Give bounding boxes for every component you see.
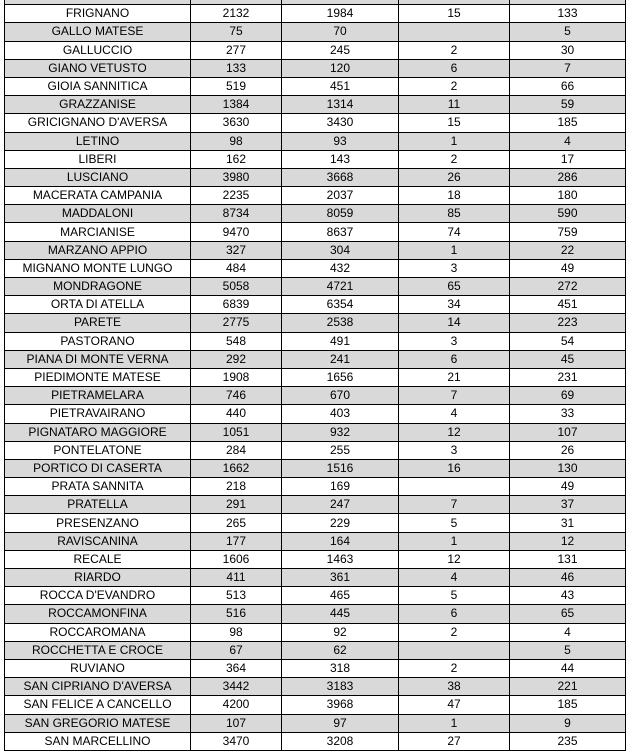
value-2-cell: 1984 <box>282 5 399 23</box>
municipality-cell: PIEDIMONTE MATESE <box>5 368 191 386</box>
value-3-cell: 3 <box>399 441 510 459</box>
value-1-cell: 746 <box>191 387 282 405</box>
table-row <box>5 368 626 386</box>
value-4-cell: 54 <box>510 332 626 350</box>
value-3-cell: 15 <box>399 5 510 23</box>
value-2-cell: 1314 <box>282 96 399 114</box>
table-row <box>5 514 626 532</box>
value-4-cell: 66 <box>510 77 626 95</box>
value-3-cell: 2 <box>399 41 510 59</box>
value-1-cell: 107 <box>191 714 282 732</box>
table-row <box>5 678 626 696</box>
municipality-cell: MIGNANO MONTE LUNGO <box>5 259 191 277</box>
value-3-cell: 7 <box>399 387 510 405</box>
value-3-cell: 21 <box>399 368 510 386</box>
value-1-cell: 5058 <box>191 278 282 296</box>
value-1-cell: 548 <box>191 332 282 350</box>
value-2-cell: 670 <box>282 387 399 405</box>
municipality-cell: SAN GREGORIO MATESE <box>5 714 191 732</box>
value-4-cell: 31 <box>510 514 626 532</box>
value-1-cell: 3442 <box>191 678 282 696</box>
municipality-cell: MONDRAGONE <box>5 278 191 296</box>
value-4-cell: 131 <box>510 550 626 568</box>
municipality-cell: LUSCIANO <box>5 168 191 186</box>
value-1-cell: 327 <box>191 241 282 259</box>
table-row <box>5 496 626 514</box>
value-2-cell: 245 <box>282 41 399 59</box>
municipality-cell: LIBERI <box>5 150 191 168</box>
municipality-cell: GALLUCCIO <box>5 41 191 59</box>
value-4-cell: 49 <box>510 478 626 496</box>
value-2-cell: 361 <box>282 569 399 587</box>
value-4-cell: 223 <box>510 314 626 332</box>
value-1-cell: 3980 <box>191 168 282 186</box>
value-4-cell: 272 <box>510 278 626 296</box>
municipality-cell: PONTELATONE <box>5 441 191 459</box>
value-2-cell: 1656 <box>282 368 399 386</box>
table-row <box>5 59 626 77</box>
value-4-cell: 231 <box>510 368 626 386</box>
value-2-cell: 2538 <box>282 314 399 332</box>
table-row <box>5 423 626 441</box>
value-4-cell: 133 <box>510 5 626 23</box>
value-1-cell: 75 <box>191 23 282 41</box>
value-3-cell: 7 <box>399 496 510 514</box>
municipality-cell: GIOIA SANNITICA <box>5 77 191 95</box>
value-3-cell: 1 <box>399 241 510 259</box>
municipality-cell: FRIGNANO <box>5 5 191 23</box>
table-row <box>5 532 626 550</box>
value-2-cell: 1463 <box>282 550 399 568</box>
value-4-cell: 30 <box>510 41 626 59</box>
municipality-cell: PIETRAVAIRANO <box>5 405 191 423</box>
value-1-cell: 218 <box>191 478 282 496</box>
table-row <box>5 641 626 659</box>
value-2-cell: 3668 <box>282 168 399 186</box>
value-1-cell: 364 <box>191 659 282 677</box>
value-4-cell: 5 <box>510 641 626 659</box>
value-1-cell: 1908 <box>191 368 282 386</box>
value-4-cell: 185 <box>510 696 626 714</box>
municipality-cell: RAVISCANINA <box>5 532 191 550</box>
value-2-cell: 3183 <box>282 678 399 696</box>
municipality-cell: PRATELLA <box>5 496 191 514</box>
value-1-cell: 177 <box>191 532 282 550</box>
municipality-cell: ROCCAROMANA <box>5 623 191 641</box>
value-4-cell: 44 <box>510 659 626 677</box>
table-body <box>5 0 626 750</box>
value-4-cell: 49 <box>510 259 626 277</box>
table-row <box>5 278 626 296</box>
table-row <box>5 296 626 314</box>
table-row <box>5 96 626 114</box>
value-2-cell: 465 <box>282 587 399 605</box>
municipality-cell: MARCIANISE <box>5 223 191 241</box>
value-4-cell: 9 <box>510 714 626 732</box>
table-row <box>5 714 626 732</box>
value-4-cell: 26 <box>510 441 626 459</box>
value-2-cell: 229 <box>282 514 399 532</box>
table-row <box>5 405 626 423</box>
value-3-cell <box>399 478 510 496</box>
value-2-cell: 932 <box>282 423 399 441</box>
value-2-cell: 6354 <box>282 296 399 314</box>
value-3-cell: 1 <box>399 532 510 550</box>
value-3-cell: 1 <box>399 714 510 732</box>
value-1-cell: 513 <box>191 587 282 605</box>
table-row <box>5 23 626 41</box>
table-row <box>5 205 626 223</box>
value-2-cell: 2037 <box>282 187 399 205</box>
value-2-cell: 432 <box>282 259 399 277</box>
table-row <box>5 478 626 496</box>
value-4-cell: 235 <box>510 732 626 750</box>
municipality-cell: GIANO VETUSTO <box>5 59 191 77</box>
value-2-cell: 445 <box>282 605 399 623</box>
value-3-cell: 3 <box>399 259 510 277</box>
value-4-cell: 37 <box>510 496 626 514</box>
value-4-cell: 59 <box>510 96 626 114</box>
municipality-cell: GRAZZANISE <box>5 96 191 114</box>
value-3-cell <box>399 641 510 659</box>
value-3-cell: 27 <box>399 732 510 750</box>
value-1-cell: 1662 <box>191 459 282 477</box>
value-1-cell: 3630 <box>191 114 282 132</box>
municipality-cell: PIGNATARO MAGGIORE <box>5 423 191 441</box>
value-1-cell: 9470 <box>191 223 282 241</box>
value-2-cell: 241 <box>282 350 399 368</box>
value-2-cell: 120 <box>282 59 399 77</box>
value-2-cell: 491 <box>282 332 399 350</box>
value-2-cell: 3968 <box>282 696 399 714</box>
value-1-cell: 98 <box>191 623 282 641</box>
value-4-cell: 4 <box>510 623 626 641</box>
table-row <box>5 623 626 641</box>
municipality-cell: GALLO MATESE <box>5 23 191 41</box>
table-row <box>5 114 626 132</box>
table-row <box>5 223 626 241</box>
value-2-cell: 255 <box>282 441 399 459</box>
value-1-cell: 98 <box>191 132 282 150</box>
value-4-cell: 22 <box>510 241 626 259</box>
value-4-cell: 69 <box>510 387 626 405</box>
value-4-cell: 130 <box>510 459 626 477</box>
table-row <box>5 441 626 459</box>
value-1-cell: 484 <box>191 259 282 277</box>
table-row <box>5 550 626 568</box>
table-row <box>5 41 626 59</box>
value-3-cell: 1 <box>399 132 510 150</box>
value-3-cell: 74 <box>399 223 510 241</box>
municipality-cell: MARZANO APPIO <box>5 241 191 259</box>
municipality-cell: RIARDO <box>5 569 191 587</box>
value-3-cell: 3 <box>399 332 510 350</box>
table-row <box>5 5 626 23</box>
municipality-cell: RUVIANO <box>5 659 191 677</box>
value-2-cell: 70 <box>282 23 399 41</box>
value-2-cell: 164 <box>282 532 399 550</box>
table-row <box>5 459 626 477</box>
table-row <box>5 332 626 350</box>
table-row <box>5 132 626 150</box>
value-3-cell: 6 <box>399 59 510 77</box>
value-1-cell: 440 <box>191 405 282 423</box>
value-4-cell: 286 <box>510 168 626 186</box>
municipality-cell: ROCCHETTA E CROCE <box>5 641 191 659</box>
table-row <box>5 314 626 332</box>
value-3-cell: 38 <box>399 678 510 696</box>
municipality-cell: SAN FELICE A CANCELLO <box>5 696 191 714</box>
municipality-cell: PIANA DI MONTE VERNA <box>5 350 191 368</box>
municipality-cell: MADDALONI <box>5 205 191 223</box>
value-3-cell: 18 <box>399 187 510 205</box>
value-3-cell: 16 <box>399 459 510 477</box>
municipality-cell: GRICIGNANO D'AVERSA <box>5 114 191 132</box>
value-1-cell: 292 <box>191 350 282 368</box>
value-4-cell: 759 <box>510 223 626 241</box>
table-row <box>5 569 626 587</box>
value-4-cell: 33 <box>510 405 626 423</box>
value-2-cell: 3430 <box>282 114 399 132</box>
value-4-cell: 180 <box>510 187 626 205</box>
value-1-cell: 2132 <box>191 5 282 23</box>
value-1-cell: 284 <box>191 441 282 459</box>
value-2-cell: 4721 <box>282 278 399 296</box>
value-1-cell: 516 <box>191 605 282 623</box>
value-4-cell: 107 <box>510 423 626 441</box>
municipality-cell: PIETRAMELARA <box>5 387 191 405</box>
value-3-cell: 85 <box>399 205 510 223</box>
value-2-cell: 8637 <box>282 223 399 241</box>
municipality-cell: SAN CIPRIANO D'AVERSA <box>5 678 191 696</box>
value-4-cell: 12 <box>510 532 626 550</box>
value-4-cell: 17 <box>510 150 626 168</box>
value-4-cell: 7 <box>510 59 626 77</box>
value-2-cell: 92 <box>282 623 399 641</box>
table-row <box>5 387 626 405</box>
value-1-cell: 1606 <box>191 550 282 568</box>
value-4-cell: 65 <box>510 605 626 623</box>
table-row <box>5 732 626 750</box>
value-1-cell: 2775 <box>191 314 282 332</box>
data-table <box>4 0 626 751</box>
municipality-cell: LETINO <box>5 132 191 150</box>
table-row <box>5 77 626 95</box>
table-row <box>5 259 626 277</box>
municipality-cell: PASTORANO <box>5 332 191 350</box>
value-4-cell: 185 <box>510 114 626 132</box>
value-2-cell: 3208 <box>282 732 399 750</box>
value-1-cell: 411 <box>191 569 282 587</box>
table-row <box>5 241 626 259</box>
value-2-cell: 97 <box>282 714 399 732</box>
value-4-cell: 451 <box>510 296 626 314</box>
value-1-cell: 1384 <box>191 96 282 114</box>
value-1-cell: 2235 <box>191 187 282 205</box>
value-3-cell: 4 <box>399 405 510 423</box>
municipality-cell: RECALE <box>5 550 191 568</box>
value-3-cell: 65 <box>399 278 510 296</box>
value-2-cell: 247 <box>282 496 399 514</box>
municipality-cell: ORTA DI ATELLA <box>5 296 191 314</box>
value-2-cell: 8059 <box>282 205 399 223</box>
value-4-cell: 4 <box>510 132 626 150</box>
value-1-cell: 133 <box>191 59 282 77</box>
value-2-cell: 93 <box>282 132 399 150</box>
value-4-cell: 46 <box>510 569 626 587</box>
value-1-cell: 3470 <box>191 732 282 750</box>
value-2-cell: 403 <box>282 405 399 423</box>
value-2-cell: 318 <box>282 659 399 677</box>
table-row <box>5 659 626 677</box>
municipality-cell: MACERATA CAMPANIA <box>5 187 191 205</box>
municipality-cell: SAN MARCELLINO <box>5 732 191 750</box>
value-2-cell: 143 <box>282 150 399 168</box>
value-1-cell: 4200 <box>191 696 282 714</box>
table-row <box>5 168 626 186</box>
municipality-cell: ROCCA D'EVANDRO <box>5 587 191 605</box>
municipality-cell: PRATA SANNITA <box>5 478 191 496</box>
value-1-cell: 67 <box>191 641 282 659</box>
municipality-cell: PORTICO DI CASERTA <box>5 459 191 477</box>
value-4-cell: 5 <box>510 23 626 41</box>
value-3-cell: 12 <box>399 550 510 568</box>
value-3-cell: 47 <box>399 696 510 714</box>
value-2-cell: 1516 <box>282 459 399 477</box>
table-row <box>5 150 626 168</box>
table-row <box>5 587 626 605</box>
value-3-cell: 2 <box>399 623 510 641</box>
municipality-cell: ROCCAMONFINA <box>5 605 191 623</box>
value-1-cell: 519 <box>191 77 282 95</box>
value-1-cell: 6839 <box>191 296 282 314</box>
value-3-cell: 6 <box>399 605 510 623</box>
municipality-cell: PARETE <box>5 314 191 332</box>
table-row <box>5 350 626 368</box>
value-4-cell: 221 <box>510 678 626 696</box>
value-3-cell: 14 <box>399 314 510 332</box>
value-3-cell: 6 <box>399 350 510 368</box>
value-3-cell: 5 <box>399 587 510 605</box>
value-1-cell: 1051 <box>191 423 282 441</box>
value-4-cell: 43 <box>510 587 626 605</box>
value-3-cell <box>399 23 510 41</box>
table-row <box>5 696 626 714</box>
value-3-cell: 26 <box>399 168 510 186</box>
value-1-cell: 265 <box>191 514 282 532</box>
value-1-cell: 277 <box>191 41 282 59</box>
value-2-cell: 304 <box>282 241 399 259</box>
value-1-cell: 291 <box>191 496 282 514</box>
value-3-cell: 2 <box>399 659 510 677</box>
municipality-cell: PRESENZANO <box>5 514 191 532</box>
value-1-cell: 8734 <box>191 205 282 223</box>
value-3-cell: 5 <box>399 514 510 532</box>
value-3-cell: 4 <box>399 569 510 587</box>
value-3-cell: 2 <box>399 77 510 95</box>
value-4-cell: 590 <box>510 205 626 223</box>
value-3-cell: 11 <box>399 96 510 114</box>
value-3-cell: 12 <box>399 423 510 441</box>
value-4-cell: 45 <box>510 350 626 368</box>
value-3-cell: 15 <box>399 114 510 132</box>
value-2-cell: 451 <box>282 77 399 95</box>
table-row <box>5 187 626 205</box>
value-2-cell: 62 <box>282 641 399 659</box>
value-2-cell: 169 <box>282 478 399 496</box>
value-3-cell: 34 <box>399 296 510 314</box>
value-3-cell: 2 <box>399 150 510 168</box>
table-row <box>5 605 626 623</box>
value-1-cell: 162 <box>191 150 282 168</box>
